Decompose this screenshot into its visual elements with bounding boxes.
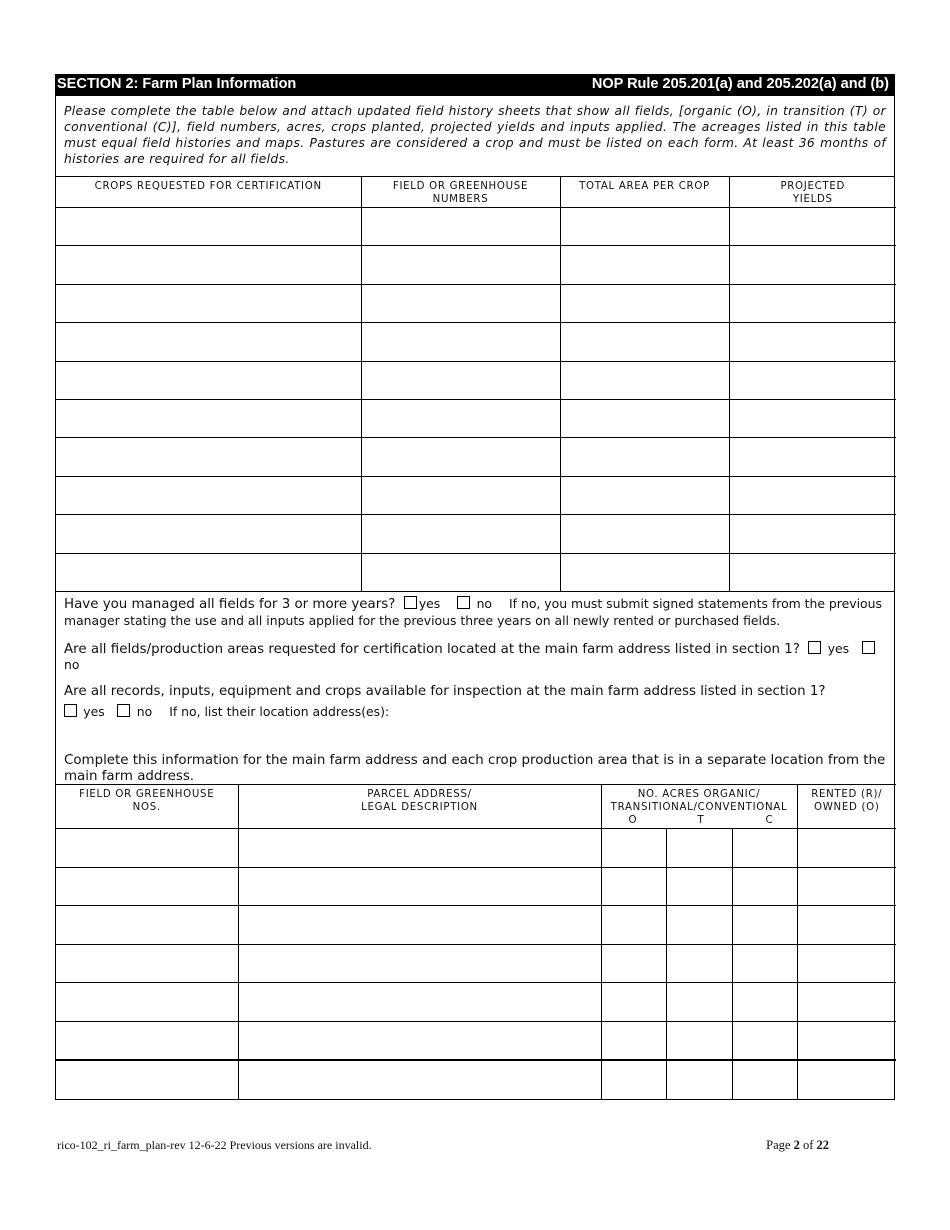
crop-cell[interactable] xyxy=(56,323,361,361)
form-frame xyxy=(55,96,895,1100)
table-row xyxy=(56,438,896,476)
yield-cell[interactable] xyxy=(729,323,896,361)
rented-owned-cell[interactable] xyxy=(797,867,896,906)
table-row xyxy=(56,399,896,437)
conventional-acres-cell[interactable] xyxy=(732,1021,797,1060)
table-row xyxy=(56,208,896,246)
organic-acres-cell[interactable] xyxy=(601,1021,666,1060)
area-cell[interactable] xyxy=(560,553,729,591)
rented-owned-cell[interactable] xyxy=(797,944,896,983)
managed-yes-checkbox[interactable] xyxy=(404,596,417,609)
area-cell[interactable] xyxy=(560,246,729,284)
question-complete-info xyxy=(64,753,886,784)
field-number-cell[interactable] xyxy=(361,361,560,399)
area-cell[interactable] xyxy=(560,438,729,476)
field-number-cell[interactable] xyxy=(361,208,560,246)
organic-acres-cell[interactable] xyxy=(601,867,666,906)
records-yes-checkbox[interactable] xyxy=(64,704,77,717)
acres-header: NO. ACRES ORGANIC/ TRANSITIONAL/CONVENTIONAL O T C xyxy=(601,784,797,828)
transitional-acres-cell[interactable] xyxy=(666,944,732,983)
question-text: Complete this information for the main farm address and each crop production area that is in a separate location from the main farm address. xyxy=(64,752,886,784)
otc-labels xyxy=(602,814,797,827)
transitional-acres-cell[interactable] xyxy=(666,906,732,945)
field-nos-header: FIELD OR GREENHOUSE NOS. xyxy=(56,784,238,828)
records-no-checkbox[interactable] xyxy=(117,704,130,717)
table-row xyxy=(56,361,896,399)
area-cell[interactable] xyxy=(560,399,729,437)
crop-cell[interactable] xyxy=(56,438,361,476)
rented-owned-cell[interactable] xyxy=(797,1060,896,1099)
organic-acres-cell[interactable] xyxy=(601,1060,666,1099)
managed-no-checkbox[interactable] xyxy=(457,596,470,609)
conventional-acres-cell[interactable] xyxy=(732,983,797,1022)
conventional-acres-cell[interactable] xyxy=(732,828,797,867)
question-records-available xyxy=(64,682,886,753)
parcel-address-cell[interactable] xyxy=(238,867,601,906)
no-label: no xyxy=(136,703,153,719)
transitional-acres-cell[interactable] xyxy=(666,983,732,1022)
crops-header: CROPS REQUESTED FOR CERTIFICATION xyxy=(56,177,361,208)
table-row xyxy=(56,1021,896,1060)
question-fields-location xyxy=(64,641,886,682)
table-row xyxy=(56,476,896,514)
table-row xyxy=(56,828,896,867)
yield-cell[interactable] xyxy=(729,476,896,514)
field-nos-cell[interactable] xyxy=(56,983,238,1022)
table-row xyxy=(56,867,896,906)
organic-acres-cell[interactable] xyxy=(601,828,666,867)
field-nos-cell[interactable] xyxy=(56,1021,238,1060)
area-cell[interactable] xyxy=(560,323,729,361)
conventional-label: C xyxy=(765,814,774,826)
field-nos-cell[interactable] xyxy=(56,867,238,906)
transitional-acres-cell[interactable] xyxy=(666,1021,732,1060)
crop-cell[interactable] xyxy=(56,553,361,591)
conventional-acres-cell[interactable] xyxy=(732,1060,797,1099)
area-cell[interactable] xyxy=(560,208,729,246)
crop-cell[interactable] xyxy=(56,246,361,284)
table-row xyxy=(56,553,896,591)
location-yes-checkbox[interactable] xyxy=(808,641,821,654)
yield-cell[interactable] xyxy=(729,553,896,591)
area-cell[interactable] xyxy=(560,284,729,322)
transitional-acres-cell[interactable] xyxy=(666,1060,732,1099)
yes-label: yes xyxy=(418,595,441,611)
field-number-cell[interactable] xyxy=(361,399,560,437)
yield-cell[interactable] xyxy=(729,246,896,284)
table-row xyxy=(56,246,896,284)
yes-label: yes xyxy=(83,703,105,719)
conventional-acres-cell[interactable] xyxy=(732,944,797,983)
form-id: rico-102_ri_farm_plan-rev 12-6-22 Previous versions are invalid. xyxy=(57,1138,372,1152)
field-number-cell[interactable] xyxy=(361,476,560,514)
field-number-cell[interactable] xyxy=(361,553,560,591)
field-nos-cell[interactable] xyxy=(56,944,238,983)
rented-owned-cell[interactable] xyxy=(797,906,896,945)
yes-label: yes xyxy=(827,640,850,656)
organic-acres-cell[interactable] xyxy=(601,906,666,945)
table-row xyxy=(56,323,896,361)
table-row xyxy=(56,1060,896,1099)
projected-yields-header: PROJECTED YIELDS xyxy=(729,177,896,208)
yield-cell[interactable] xyxy=(729,399,896,437)
questions-section xyxy=(56,591,894,784)
crop-cell[interactable] xyxy=(56,515,361,553)
parcel-address-cell[interactable] xyxy=(238,944,601,983)
organic-acres-cell[interactable] xyxy=(601,983,666,1022)
parcel-table xyxy=(56,784,896,1099)
no-label: no xyxy=(64,656,80,672)
transitional-acres-cell[interactable] xyxy=(666,867,732,906)
section-title: SECTION 2: Farm Plan Information xyxy=(57,76,297,92)
question-text: Are all fields/production areas requested for certification located at the main farm address listed in section 1? xyxy=(64,641,800,657)
total-area-header: TOTAL AREA PER CROP xyxy=(560,177,729,208)
parcel-address-header: PARCEL ADDRESS/ LEGAL DESCRIPTION xyxy=(238,784,601,828)
crop-cell[interactable] xyxy=(56,284,361,322)
no-label: no xyxy=(476,595,492,611)
crop-cell[interactable] xyxy=(56,476,361,514)
section-header xyxy=(55,74,895,96)
yield-cell[interactable] xyxy=(729,361,896,399)
field-numbers-header: FIELD OR GREENHOUSE NUMBERS xyxy=(361,177,560,208)
parcel-address-cell[interactable] xyxy=(238,983,601,1022)
question-text: Are all records, inputs, equipment and crops available for inspection at the main farm address listed in section 1? xyxy=(64,683,826,699)
yield-cell[interactable] xyxy=(729,515,896,553)
rented-owned-cell[interactable] xyxy=(797,983,896,1022)
conventional-acres-cell[interactable] xyxy=(732,867,797,906)
yield-cell[interactable] xyxy=(729,284,896,322)
transitional-acres-cell[interactable] xyxy=(666,828,732,867)
crop-cell[interactable] xyxy=(56,399,361,437)
field-nos-cell[interactable] xyxy=(56,1060,238,1099)
field-nos-cell[interactable] xyxy=(56,906,238,945)
crops-table-header xyxy=(56,177,896,208)
question-text: Have you managed all fields for 3 or more years? xyxy=(64,596,396,612)
question-note: If no, list their location address(es): xyxy=(169,703,390,719)
question-note: If no, you must submit signed statements from the previous manager stating the use and all inputs applied for the previous three years on all newly rented or purchased fields. xyxy=(64,595,882,628)
parcel-address-cell[interactable] xyxy=(238,828,601,867)
table-row xyxy=(56,983,896,1022)
conventional-acres-cell[interactable] xyxy=(732,906,797,945)
page-number: Page 2 of 22 xyxy=(766,1138,829,1152)
parcel-table-header xyxy=(56,784,896,828)
field-number-cell[interactable] xyxy=(361,246,560,284)
area-cell[interactable] xyxy=(560,476,729,514)
field-nos-cell[interactable] xyxy=(56,828,238,867)
crop-cell[interactable] xyxy=(56,361,361,399)
yield-cell[interactable] xyxy=(729,208,896,246)
yield-cell[interactable] xyxy=(729,438,896,476)
parcel-address-cell[interactable] xyxy=(238,906,601,945)
instructions-text: Please complete the table below and attach updated field history sheets that show all fields, [organic (O), in transition (T) or conventional (C)], field numbers, acres, crops planted, projected yields and inputs applied. The acreages listed in this table must equal field histories and maps. Pastures are considered a crop and must be listed on each form. At least 36 months of histories are required for all fields. xyxy=(56,96,894,177)
area-cell[interactable] xyxy=(560,361,729,399)
field-number-cell[interactable] xyxy=(361,515,560,553)
table-row xyxy=(56,515,896,553)
field-number-cell[interactable] xyxy=(361,284,560,322)
field-number-cell[interactable] xyxy=(361,438,560,476)
table-row xyxy=(56,944,896,983)
field-number-cell[interactable] xyxy=(361,323,560,361)
nop-rule-reference: NOP Rule 205.201(a) and 205.202(a) and (b) xyxy=(591,76,889,92)
rented-owned-cell[interactable] xyxy=(797,1021,896,1060)
area-cell[interactable] xyxy=(560,515,729,553)
parcel-address-cell[interactable] xyxy=(238,1060,601,1099)
organic-acres-cell[interactable] xyxy=(601,944,666,983)
form-page xyxy=(55,74,895,1100)
transitional-label: T xyxy=(697,814,705,826)
crop-cell[interactable] xyxy=(56,208,361,246)
table-row xyxy=(56,284,896,322)
table-row xyxy=(56,906,896,945)
question-managed-fields xyxy=(64,596,886,641)
organic-label: O xyxy=(628,814,638,826)
rented-owned-cell[interactable] xyxy=(797,828,896,867)
parcel-address-cell[interactable] xyxy=(238,1021,601,1060)
location-no-checkbox[interactable] xyxy=(862,641,875,654)
rented-owned-header: RENTED (R)/ OWNED (O) xyxy=(797,784,896,828)
crops-table xyxy=(56,177,896,591)
